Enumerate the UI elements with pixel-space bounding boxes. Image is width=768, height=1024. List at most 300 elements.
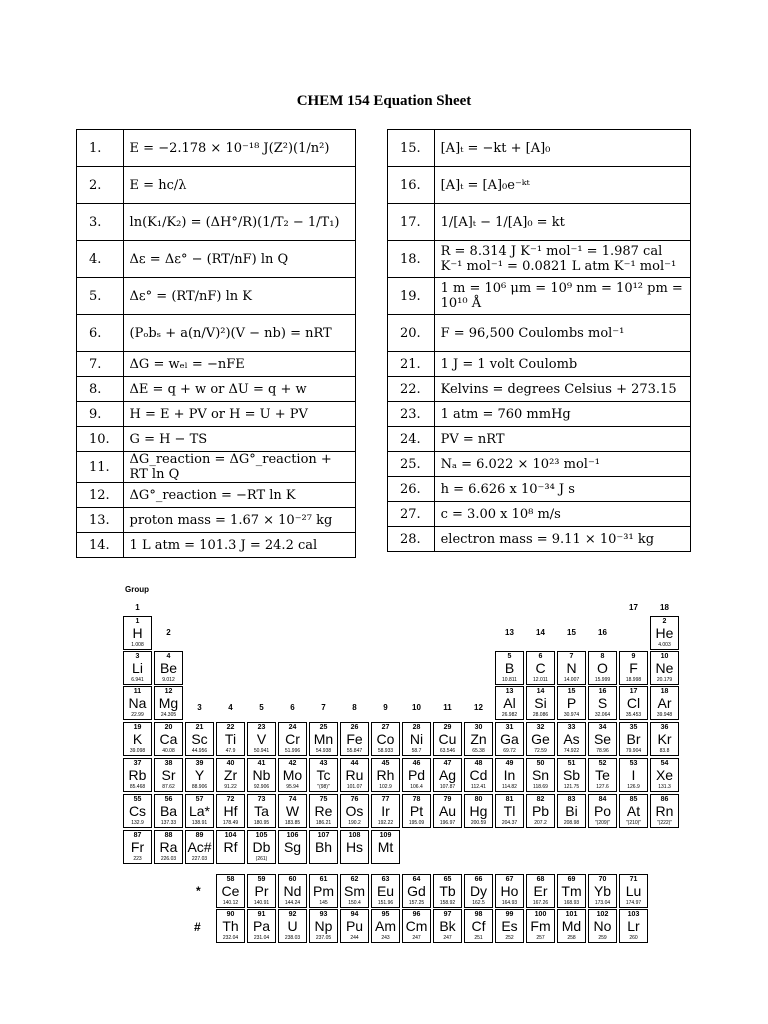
element-symbol: Fm <box>530 918 551 934</box>
atomic-mass: 12.011 <box>533 677 548 683</box>
equation-number: 4. <box>77 241 124 278</box>
atomic-mass: 39.098 <box>129 748 146 754</box>
atomic-number: 90 <box>226 911 235 918</box>
group-number: 8 <box>352 703 357 712</box>
element-symbol: Am <box>375 918 396 934</box>
atomic-mass: 137.33 <box>160 820 177 826</box>
equation-number: 6. <box>77 315 124 352</box>
element-cell <box>433 874 462 908</box>
atomic-number: 101 <box>565 911 578 918</box>
atomic-number: 68 <box>536 876 545 883</box>
atomic-number: 42 <box>288 760 297 767</box>
element-cell <box>278 722 307 756</box>
equation-expression: F = 96,500 Coulombs mol⁻¹ <box>434 315 690 352</box>
equation-expression: [A]ₜ = [A]₀e⁻ᵏᵗ <box>434 167 690 204</box>
element-symbol: Cs <box>128 803 147 819</box>
element-cell <box>464 722 493 756</box>
element-symbol: Ho <box>500 883 519 899</box>
atomic-number: 41 <box>257 760 266 767</box>
atomic-number: 66 <box>474 876 483 883</box>
atomic-number: 25 <box>319 724 328 731</box>
atomic-number: 18 <box>660 688 669 695</box>
element-symbol: Eu <box>376 883 395 899</box>
atomic-mass: 140.12 <box>222 900 239 906</box>
element-symbol: Pu <box>345 918 364 934</box>
element-symbol: Zr <box>223 767 238 783</box>
element-cell <box>619 874 648 908</box>
atomic-number: 91 <box>257 911 266 918</box>
atomic-number: 63 <box>381 876 390 883</box>
element-cell <box>526 909 555 943</box>
atomic-number: 109 <box>379 832 392 839</box>
equation-expression: Kelvins = degrees Celsius + 273.15 <box>434 377 690 402</box>
atomic-mass: 72.59 <box>534 748 547 754</box>
element-cell <box>154 686 183 720</box>
element-symbol: Gd <box>407 883 426 899</box>
atomic-mass: 106.4 <box>410 784 423 790</box>
group-number: 17 <box>629 603 638 612</box>
atomic-mass: 22.99 <box>131 712 144 718</box>
atomic-mass: 204.37 <box>501 820 518 826</box>
atomic-number: 71 <box>629 876 638 883</box>
atomic-mass: 50.941 <box>253 748 270 754</box>
group-number: 16 <box>598 628 607 637</box>
element-symbol: Ca <box>159 731 178 747</box>
lanthanide-marker: * <box>196 884 201 898</box>
atomic-mass: 79.904 <box>625 748 642 754</box>
element-symbol: Th <box>222 918 239 934</box>
atomic-mass: 238.03 <box>284 935 301 941</box>
atomic-mass: 167.26 <box>532 900 549 906</box>
element-symbol: N <box>566 660 577 676</box>
atomic-number: 97 <box>443 911 452 918</box>
atomic-number: 51 <box>567 760 576 767</box>
atomic-number: 38 <box>164 760 173 767</box>
atomic-mass: 164.93 <box>501 900 518 906</box>
element-symbol: Sn <box>531 767 550 783</box>
atomic-number: 11 <box>133 688 142 695</box>
atomic-number: 40 <box>226 760 235 767</box>
element-cell <box>123 686 152 720</box>
atomic-mass: 157.25 <box>408 900 425 906</box>
page-title: CHEM 154 Equation Sheet <box>296 93 472 109</box>
equation-expression: 1 L atm = 101.3 J = 24.2 cal <box>123 533 355 558</box>
element-symbol: U <box>287 918 298 934</box>
atomic-mass: 78.96 <box>596 748 609 754</box>
element-cell <box>123 794 152 828</box>
element-cell <box>588 651 617 685</box>
atomic-mass: 237.05 <box>315 935 332 941</box>
atomic-mass: 30.974 <box>563 712 580 718</box>
atomic-mass: 131.3 <box>658 784 671 790</box>
atomic-mass: 26.982 <box>501 712 518 718</box>
equation-number: 11. <box>77 452 124 483</box>
element-symbol: S <box>597 695 608 711</box>
element-cell <box>371 830 400 864</box>
atomic-number: 7 <box>569 653 574 660</box>
group-number: 11 <box>443 703 452 712</box>
equation-number: 22. <box>388 377 435 402</box>
atomic-number: 48 <box>474 760 483 767</box>
element-symbol: Si <box>534 695 547 711</box>
element-cell <box>433 794 462 828</box>
atomic-number: 60 <box>288 876 297 883</box>
element-cell <box>433 909 462 943</box>
equation-number: 7. <box>77 352 124 377</box>
equation-expression: ΔG_reaction = ΔG°_reaction + RT ln Q <box>123 452 355 483</box>
atomic-number: 26 <box>350 724 359 731</box>
atomic-number: 106 <box>286 832 299 839</box>
atomic-number: 34 <box>598 724 607 731</box>
element-symbol: K <box>132 731 143 747</box>
element-cell <box>619 794 648 828</box>
element-symbol: Cr <box>285 731 300 747</box>
group-number: 1 <box>135 603 140 612</box>
atomic-mass: "(209)" <box>594 820 611 826</box>
element-symbol: Ar <box>657 695 672 711</box>
element-cell <box>340 830 369 864</box>
atomic-number: 27 <box>381 724 390 731</box>
element-cell <box>154 830 183 864</box>
atomic-number: 47 <box>443 760 452 767</box>
element-symbol: Sr <box>161 767 176 783</box>
equation-expression: Nₐ = 6.022 × 10²³ mol⁻¹ <box>434 452 690 477</box>
element-cell <box>588 758 617 792</box>
atomic-number: 31 <box>505 724 514 731</box>
element-cell <box>185 722 214 756</box>
element-cell <box>309 758 338 792</box>
element-symbol: Ru <box>345 767 364 783</box>
equation-number: 24. <box>388 427 435 452</box>
element-cell <box>154 758 183 792</box>
atomic-mass: 9.012 <box>162 677 175 683</box>
atomic-number: 5 <box>507 653 512 660</box>
element-symbol: Zn <box>470 731 487 747</box>
atomic-mass: 1.008 <box>131 642 144 648</box>
atomic-number: 8 <box>600 653 605 660</box>
atomic-number: 23 <box>257 724 266 731</box>
element-symbol: Db <box>252 839 271 855</box>
atomic-number: 59 <box>257 876 266 883</box>
element-cell <box>588 874 617 908</box>
element-symbol: Ir <box>381 803 390 819</box>
element-symbol: Ga <box>500 731 519 747</box>
equation-number: 21. <box>388 352 435 377</box>
atomic-mass: 15.999 <box>594 677 611 683</box>
element-symbol: Ne <box>655 660 674 676</box>
element-cell <box>495 686 524 720</box>
atomic-number: 84 <box>598 796 607 803</box>
atomic-mass: 243 <box>381 935 390 941</box>
element-symbol: Hf <box>223 803 238 819</box>
equation-number: 28. <box>388 527 435 552</box>
element-symbol: At <box>626 803 641 819</box>
element-symbol: Fe <box>346 731 363 747</box>
atomic-mass: 121.75 <box>563 784 580 790</box>
atomic-number: 85 <box>629 796 638 803</box>
atomic-mass: 207.2 <box>534 820 547 826</box>
atomic-mass: 101.07 <box>346 784 363 790</box>
atomic-number: 57 <box>195 796 204 803</box>
atomic-number: 28 <box>412 724 421 731</box>
equation-number: 20. <box>388 315 435 352</box>
element-cell <box>154 651 183 685</box>
element-symbol: Md <box>561 918 582 934</box>
atomic-number: 10 <box>660 653 669 660</box>
equation-number: 5. <box>77 278 124 315</box>
atomic-mass: 47.9 <box>225 748 236 754</box>
element-symbol: Be <box>159 660 178 676</box>
atomic-number: 89 <box>195 832 204 839</box>
element-cell <box>123 722 152 756</box>
element-symbol: P <box>566 695 577 711</box>
equation-expression: 1 J = 1 volt Coulomb <box>434 352 690 377</box>
equation-number: 1. <box>77 130 124 167</box>
element-cell <box>526 651 555 685</box>
element-symbol: La* <box>188 803 211 819</box>
atomic-number: 79 <box>443 796 452 803</box>
atomic-mass: 54.938 <box>315 748 332 754</box>
atomic-mass: 65.38 <box>472 748 485 754</box>
atomic-number: 75 <box>319 796 328 803</box>
atomic-number: 100 <box>534 911 547 918</box>
atomic-mass: "(98)" <box>317 784 330 790</box>
element-cell <box>216 722 245 756</box>
atomic-mass: 173.04 <box>594 900 611 906</box>
atomic-number: 36 <box>660 724 669 731</box>
element-symbol: Li <box>132 660 143 676</box>
atomic-number: 62 <box>350 876 359 883</box>
atomic-mass: 28.086 <box>532 712 549 718</box>
atomic-number: 94 <box>350 911 359 918</box>
equation-expression: ln(K₁/K₂) = (ΔH°/R)(1/T₂ − 1/T₁) <box>123 204 355 241</box>
element-symbol: Ti <box>224 731 237 747</box>
atomic-mass: 260 <box>629 935 638 941</box>
equation-expression: ΔG = wₑₗ = −nFE <box>123 352 355 377</box>
element-symbol: Lr <box>627 918 640 934</box>
atomic-number: 64 <box>412 876 421 883</box>
element-cell <box>247 794 276 828</box>
element-symbol: Sc <box>191 731 208 747</box>
element-cell <box>464 909 493 943</box>
element-symbol: Cu <box>438 731 457 747</box>
atomic-mass: 88.906 <box>191 784 208 790</box>
element-cell <box>557 686 586 720</box>
element-cell <box>185 794 214 828</box>
atomic-number: 67 <box>505 876 514 883</box>
atomic-number: 52 <box>598 760 607 767</box>
atomic-number: 105 <box>255 832 268 839</box>
atomic-mass: 200.59 <box>470 820 487 826</box>
element-symbol: Np <box>314 918 333 934</box>
atomic-number: 69 <box>567 876 576 883</box>
equation-number: 10. <box>77 427 124 452</box>
equation-number: 14. <box>77 533 124 558</box>
atomic-mass: 244 <box>350 935 359 941</box>
atomic-number: 80 <box>474 796 483 803</box>
atomic-number: 6 <box>538 653 543 660</box>
element-cell <box>216 909 245 943</box>
element-symbol: Po <box>593 803 612 819</box>
atomic-mass: 14.007 <box>563 677 580 683</box>
atomic-number: 86 <box>660 796 669 803</box>
element-cell <box>588 686 617 720</box>
atomic-number: 70 <box>598 876 607 883</box>
element-cell <box>650 758 679 792</box>
atomic-number: 95 <box>381 911 390 918</box>
atomic-mass: 257 <box>536 935 545 941</box>
element-cell <box>464 758 493 792</box>
element-symbol: H <box>132 625 143 641</box>
element-cell <box>526 794 555 828</box>
atomic-number: 74 <box>288 796 297 803</box>
element-symbol: B <box>504 660 515 676</box>
atomic-number: 44 <box>350 760 359 767</box>
element-symbol: Ba <box>159 803 178 819</box>
atomic-number: 82 <box>536 796 545 803</box>
element-cell <box>650 722 679 756</box>
element-cell <box>619 686 648 720</box>
element-cell <box>278 794 307 828</box>
atomic-mass: 83.8 <box>659 748 670 754</box>
atomic-number: 92 <box>288 911 297 918</box>
atomic-mass: 183.85 <box>284 820 301 826</box>
equation-number: 12. <box>77 483 124 508</box>
element-cell <box>557 722 586 756</box>
element-cell <box>154 794 183 828</box>
equation-expression: Δε° = (RT/nF) ln K <box>123 278 355 315</box>
element-cell <box>650 651 679 685</box>
element-cell <box>216 758 245 792</box>
atomic-number: 22 <box>226 724 235 731</box>
atomic-number: 72 <box>226 796 235 803</box>
atomic-mass: 195.09 <box>408 820 425 826</box>
equation-expression: c = 3.00 x 10⁸ m/s <box>434 502 690 527</box>
atomic-mass: 58.933 <box>377 748 394 754</box>
element-cell <box>650 794 679 828</box>
element-symbol: O <box>597 660 608 676</box>
element-cell <box>650 686 679 720</box>
group-number: 18 <box>660 603 669 612</box>
equation-expression: (Pₒbₛ + a(n/V)²)(V − nb) = nRT <box>123 315 355 352</box>
element-symbol: Sg <box>283 839 302 855</box>
element-symbol: Na <box>128 695 147 711</box>
element-symbol: Bi <box>565 803 578 819</box>
atomic-mass: 190.2 <box>348 820 361 826</box>
element-cell <box>495 794 524 828</box>
group-number: 13 <box>505 628 514 637</box>
atomic-number: 19 <box>133 724 142 731</box>
element-cell <box>216 830 245 864</box>
atomic-number: 96 <box>412 911 421 918</box>
group-number: 9 <box>383 703 388 712</box>
element-cell <box>216 874 245 908</box>
equation-number: 3. <box>77 204 124 241</box>
element-symbol: Ta <box>254 803 269 819</box>
element-symbol: Co <box>376 731 395 747</box>
atomic-number: 83 <box>567 796 576 803</box>
element-symbol: Cf <box>471 918 486 934</box>
group-label: Group <box>125 585 149 594</box>
atomic-number: 29 <box>443 724 452 731</box>
equation-expression: G = H − TS <box>123 427 355 452</box>
atomic-number: 1 <box>135 618 140 625</box>
element-cell <box>247 830 276 864</box>
element-symbol: Es <box>501 918 518 934</box>
atomic-mass: 158.92 <box>439 900 456 906</box>
element-symbol: Pm <box>313 883 334 899</box>
atomic-mass: 91.22 <box>224 784 237 790</box>
element-symbol: Pt <box>409 803 424 819</box>
element-cell <box>495 909 524 943</box>
atomic-number: 46 <box>412 760 421 767</box>
atomic-number: 39 <box>195 760 204 767</box>
atomic-mass: 145 <box>319 900 328 906</box>
atomic-mass: 251 <box>474 935 483 941</box>
element-symbol: Ge <box>531 731 550 747</box>
atomic-number: 16 <box>598 688 607 695</box>
equation-expression: PV = nRT <box>434 427 690 452</box>
element-cell <box>402 758 431 792</box>
element-symbol: Hg <box>469 803 488 819</box>
atomic-number: 58 <box>226 876 235 883</box>
element-symbol: Ac# <box>187 839 212 855</box>
atomic-mass: 32.064 <box>594 712 611 718</box>
atomic-number: 12 <box>164 688 173 695</box>
element-cell <box>309 830 338 864</box>
element-symbol: Mo <box>282 767 303 783</box>
element-symbol: Rf <box>223 839 238 855</box>
atomic-number: 35 <box>629 724 638 731</box>
atomic-mass: 85.468 <box>129 784 146 790</box>
equation-number: 2. <box>77 167 124 204</box>
element-cell <box>278 909 307 943</box>
actinide-marker: # <box>194 920 201 934</box>
atomic-number: 4 <box>166 653 171 660</box>
group-number: 5 <box>259 703 264 712</box>
element-symbol: Rh <box>376 767 395 783</box>
element-cell <box>309 794 338 828</box>
equation-number: 23. <box>388 402 435 427</box>
atomic-mass: 6.941 <box>131 677 144 683</box>
element-symbol: Tl <box>503 803 516 819</box>
equation-number: 26. <box>388 477 435 502</box>
atomic-number: 3 <box>135 653 140 660</box>
atomic-mass: 231.04 <box>253 935 270 941</box>
atomic-number: 37 <box>133 760 142 767</box>
element-cell <box>123 651 152 685</box>
element-symbol: Pr <box>254 883 269 899</box>
element-symbol: Fr <box>130 839 145 855</box>
element-cell <box>495 758 524 792</box>
equation-number: 17. <box>388 204 435 241</box>
atomic-mass: 252 <box>505 935 514 941</box>
atomic-mass: 247 <box>412 935 421 941</box>
atomic-mass: 151.96 <box>377 900 394 906</box>
element-cell <box>278 874 307 908</box>
equation-expression: h = 6.626 x 10⁻³⁴ J s <box>434 477 690 502</box>
element-symbol: Nd <box>283 883 302 899</box>
atomic-number: 21 <box>195 724 204 731</box>
element-symbol: Al <box>503 695 516 711</box>
atomic-number: 76 <box>350 796 359 803</box>
atomic-number: 14 <box>536 688 545 695</box>
atomic-mass: 226.03 <box>160 856 177 862</box>
atomic-number: 17 <box>629 688 638 695</box>
atomic-mass: 138.91 <box>191 820 208 826</box>
element-cell <box>185 758 214 792</box>
atomic-mass: 40.08 <box>162 748 175 754</box>
